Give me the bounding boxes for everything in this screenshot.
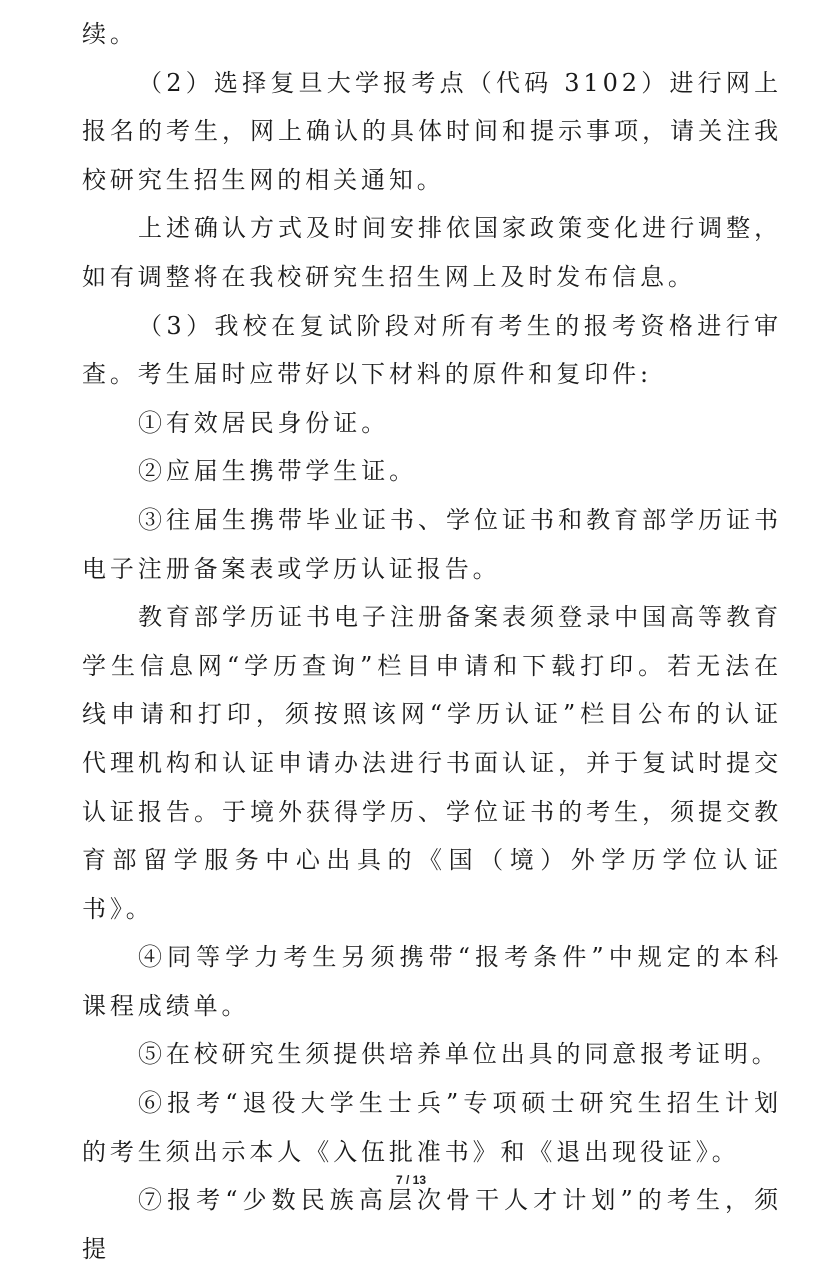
paragraph-material-2: ②应届生携带学生证。 xyxy=(138,457,417,486)
paragraph-material-6: ⑥报考“退役大学生士兵”专项硕士研究生招生计划的考生须出示本人《入伍批准书》和《退出现役证》。 xyxy=(82,1089,782,1166)
paragraph-material-5: ⑤在校研究生须提供培养单位出具的同意报考证明。 xyxy=(138,1040,780,1069)
paragraph-item-3: （3）我校在复试阶段对所有考生的报考资格进行审查。考生届时应带好以下材料的原件和复印件: xyxy=(82,311,782,389)
paragraph-registration-form: 教育部学历证书电子注册备案表须登录中国高等教育学生信息网“学历查询”栏目申请和下载打印。若无法在线申请和打印，须按照该网“学历认证”栏目公布的认证代理机构和认证申请办法进行书面认证，并于复试时提交认证报告。于境外获得学历、学位证书的考生，须提交教育部留学服务中心出具的《国（境）外学历学位认证书》。 xyxy=(82,603,782,923)
paragraph-material-1: ①有效居民身份证。 xyxy=(138,408,390,437)
paragraph-material-7: ⑦报考“少数民族高层次骨干人才计划”的考生，须提 xyxy=(82,1186,782,1263)
document-body xyxy=(82,10,782,1273)
page-number: 7 / 13 xyxy=(395,1173,427,1187)
paragraph-continuation: 续。 xyxy=(82,20,138,48)
paragraph-item-2: （2）选择复旦大学报考点（代码 3102）进行网上报名的考生，网上确认的具体时间和提示事项，请关注我校研究生招生网的相关通知。 xyxy=(82,68,782,194)
paragraph-material-4: ④同等学力考生另须携带“报考条件”中规定的本科课程成绩单。 xyxy=(82,943,782,1020)
paragraph-material-3: ③往届生携带毕业证书、学位证书和教育部学历证书电子注册备案表或学历认证报告。 xyxy=(82,505,782,583)
paragraph-adjustment-note: 上述确认方式及时间安排依国家政策变化进行调整，如有调整将在我校研究生招生网上及时发布信息。 xyxy=(82,214,782,291)
